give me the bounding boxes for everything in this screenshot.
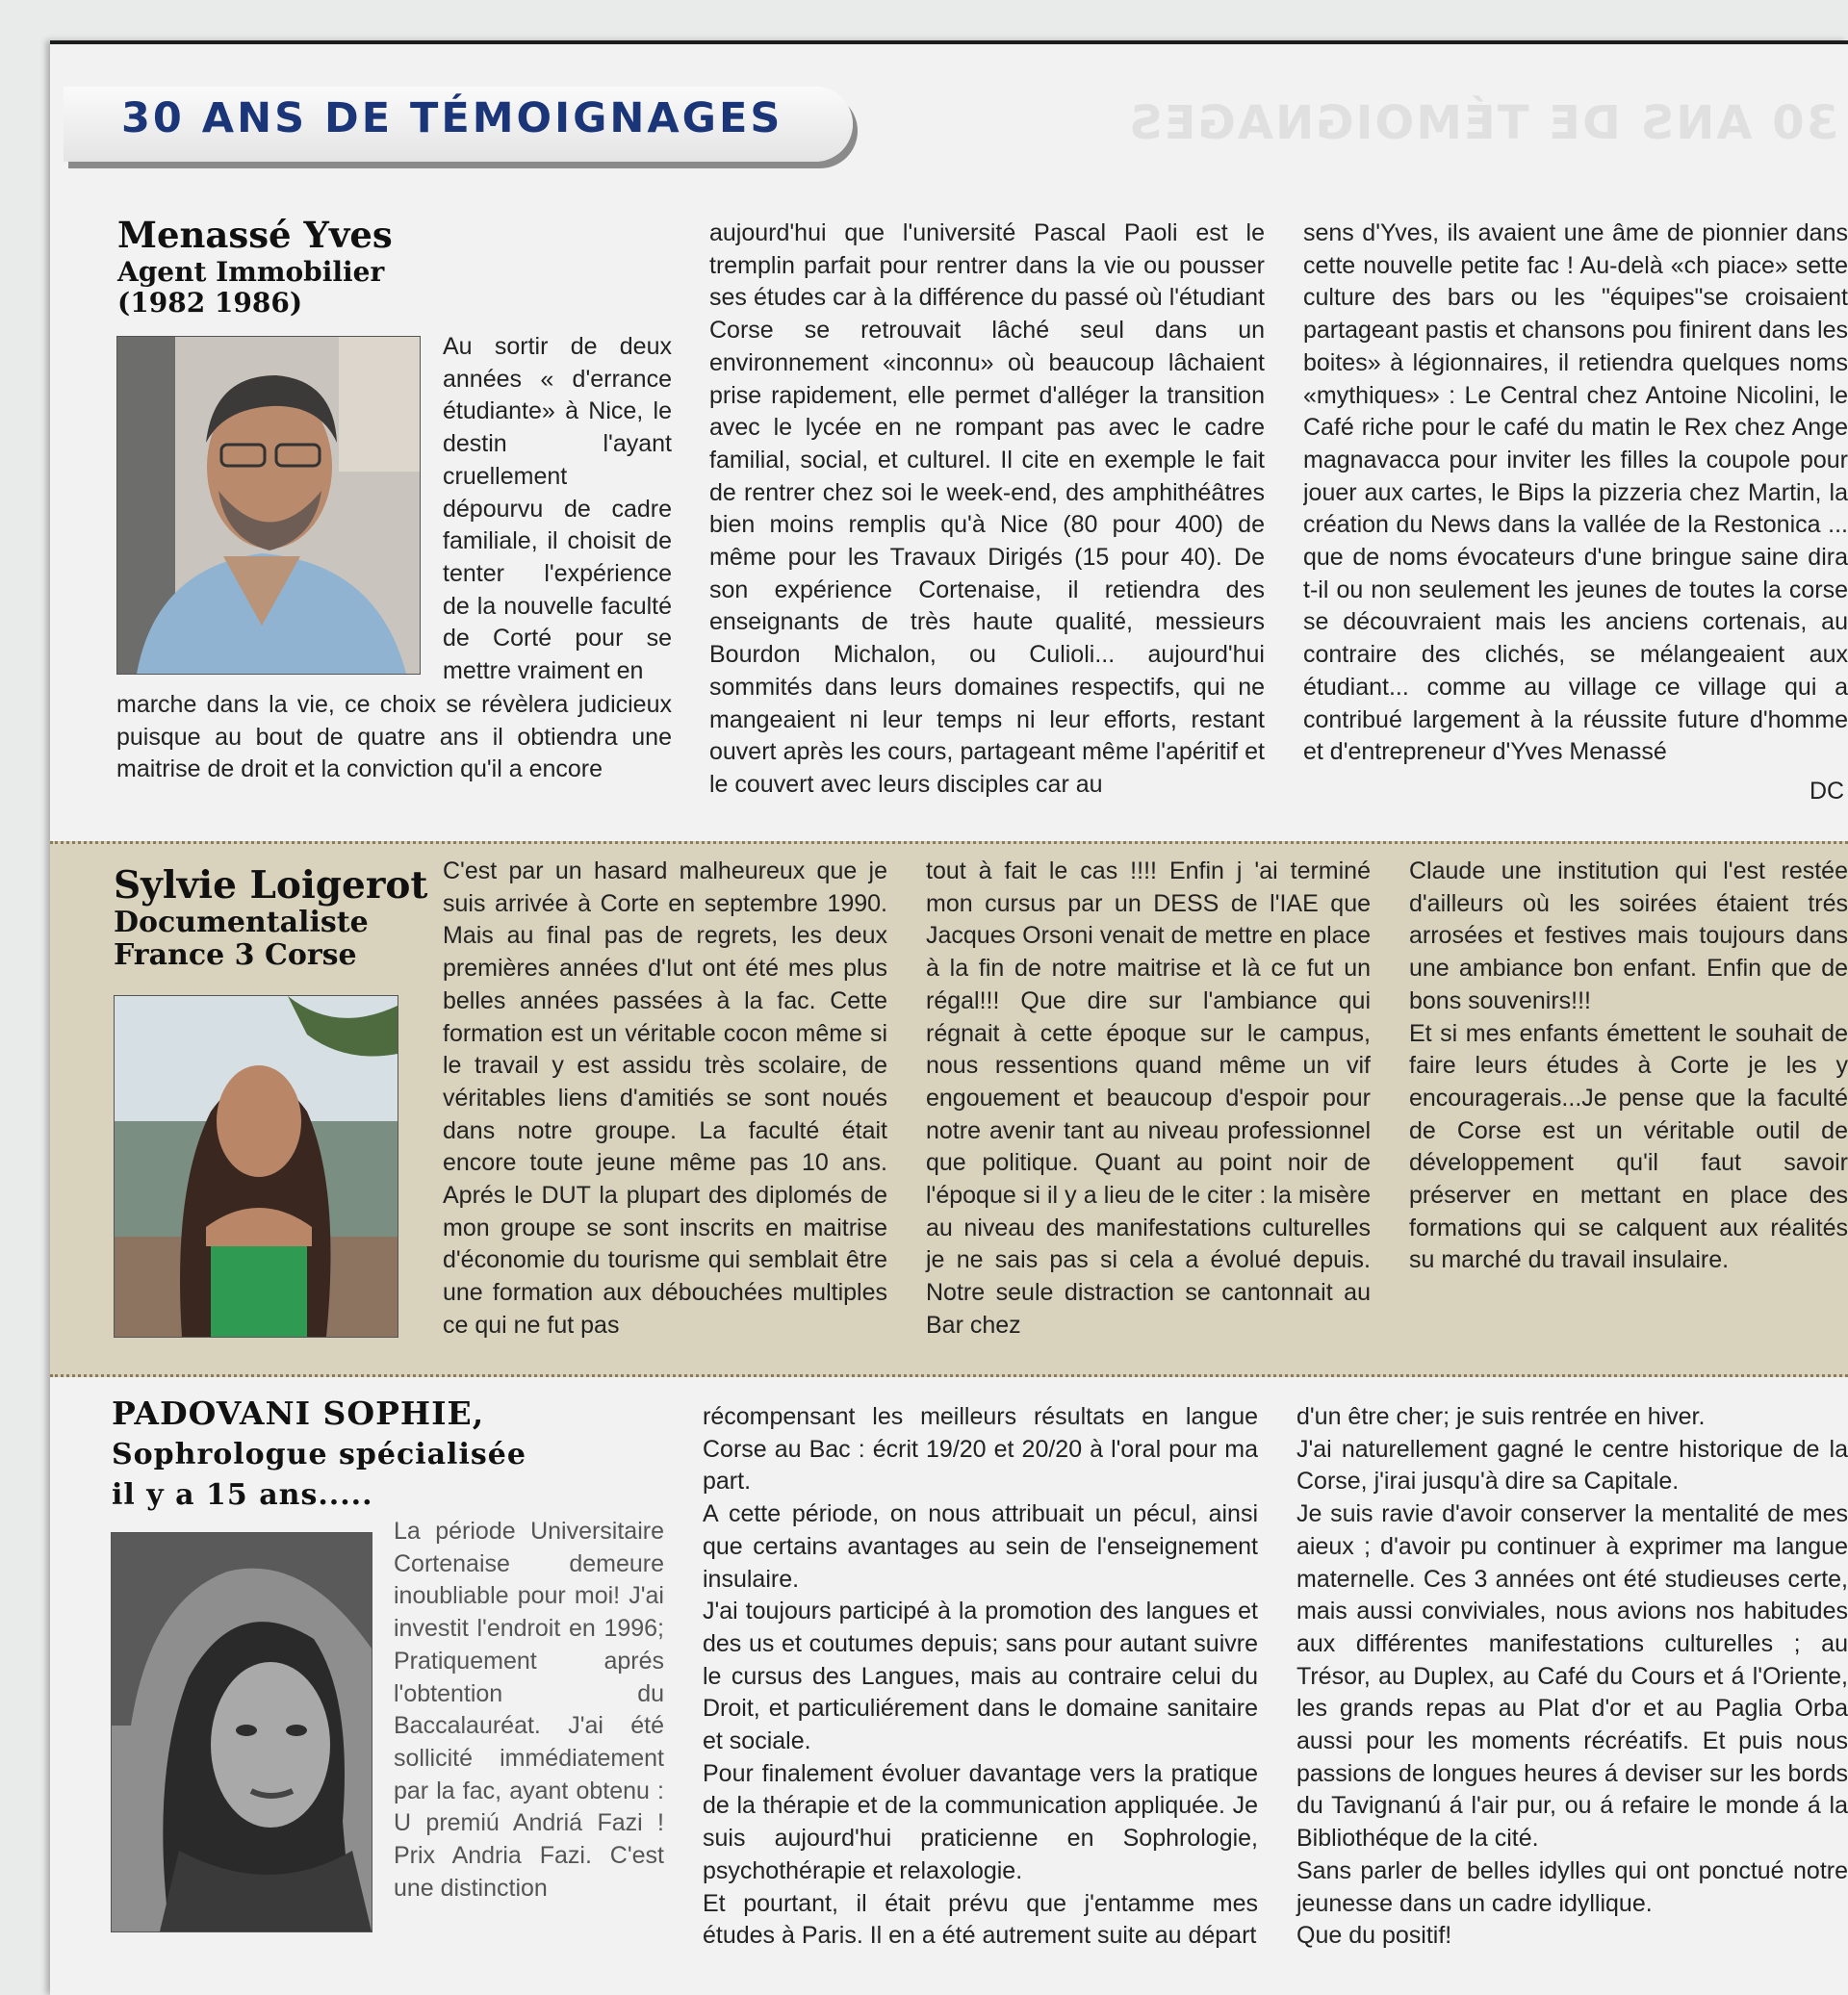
article3-col2-p2: A cette période, on nous attribuait un pécul, ainsi que certains avantages au sein de l'enseignement insulaire. <box>703 1500 1258 1593</box>
banner-title: 30 ANS DE TÉMOIGNAGES <box>121 94 783 142</box>
article1-years: (1982 1986) <box>117 287 303 319</box>
article1-role: Agent Immobilier <box>117 256 385 288</box>
article3-col3 <box>1296 1401 1848 1953</box>
article2-name: Sylvie Loigerot <box>114 863 428 908</box>
article3-name: PADOVANI SOPHIE, <box>112 1394 485 1432</box>
article3-col3-p2: J'ai naturellement gagné le centre historique de la Corse, j'irai jusqu'à dire sa Capitale. <box>1296 1435 1848 1496</box>
article3-col2 <box>703 1401 1258 1953</box>
article3-role: Sophrologue spécialisée <box>112 1438 526 1471</box>
article3-col2-p1: récompensant les meilleurs résultats en langue Corse au Bac : écrit 19/20 et 20/20 à l'oral pour ma part. <box>703 1403 1258 1496</box>
article2-col3 <box>1409 856 1848 1277</box>
article1-col1-text: marche dans la vie, ce choix se révèlera judicieux puisque au bout de quatre ans il obtiendra une maitrise de droit et la conviction qu'il a encore <box>116 691 672 783</box>
article3-col2-p3: J'ai toujours participé à la promotion des langues et des us et coutumes depuis; sans pour autant suivre le cursus des Langues, mais au contraire celui du Droit, et particuliérement dans le domaine sanitaire et sociale. <box>703 1598 1258 1755</box>
article1-name: Menassé Yves <box>117 214 393 256</box>
article1-signature: DC <box>1810 778 1845 805</box>
article3-col3-p3: Je suis ravie d'avoir conserver la mentalité de mes aieux ; d'avoir pu continuer à exprimer ma langue maternelle. Ces 3 années ont été studieuses certe, mais aussi conviviales, nous avions nos habitudes aux différentes manifestations culturelles ; au Trésor, au Duplex, au Café du Cours et á l'Oriente, les grands repas au Plat d'or et au Paglia Orba aussi pour les moments récréatifs. Et puis nous passions de longues heures á deviser sur les bords du Tavignanú á l'air pur, ou á refaire le monde á la Bibliothéque de la cité. <box>1296 1500 1848 1853</box>
portrait-photo-padovani <box>111 1532 372 1932</box>
article3-since: il y a 15 ans..... <box>112 1478 373 1512</box>
portrait-photo-loigerot <box>114 995 398 1338</box>
article1-col2-text: aujourd'hui que l'université Pascal Paoli est le tremplin parfait pour rentrer dans la vie ou pousser ses études car à la différence du passé où l'étudiant Corse se retrouvait lâché seul dans un environnement «inconnu» où beaucoup lâchaient prise rapidement, elle permet d'alléger la transition avec le lycée en ne rompant pas avec le cadre familial, social, et culturel. Il cite en exemple le fait de rentrer chez soi le week-end, des amphithéâtres bien moins remplis qu'à Nice (80 pour 400) de même pour les Travaux Dirigés (15 pour 40). De son expérience Cortenaise, il retiendra des enseignants de très haute qualité, messieurs Bourdon Michalon, ou Culioli... aujourd'hui sommités dans leurs domaines respectifs, qui ne mangeaient ni leur temps ni leur efforts, restant ouvert après les cours, partageant même l'apéritif et le couvert avec leurs disciples car au <box>709 219 1265 798</box>
portrait-photo-menasse <box>116 336 421 675</box>
article3-col3-p4: Sans parler de belles idylles qui ont ponctué notre jeunesse dans un cadre idyllique. <box>1296 1856 1848 1917</box>
article2-col3-p2: Et si mes enfants émettent le souhait de faire leurs études à Corte je les y encouragerais...Je pense que la faculté de Corse est un véritable outil de développement qu'il faut savoir préserver en mettant en place des formations qui se calquent aux réalités su marché du travail insulaire. <box>1409 1019 1848 1274</box>
article3-col3-p5: Que du positif! <box>1296 1922 1452 1950</box>
article3-col3-p1: d'un être cher; je suis rentrée en hiver. <box>1296 1403 1706 1430</box>
section-banner <box>64 87 853 162</box>
article1-col3-text: sens d'Yves, ils avaient une âme de pionnier dans cette nouvelle petite fac ! Au-delà «ch piace» sette culture des bars ou les "équipes"se croisaient partageant pastis et chansons pou finirent dans les boites» à légionnaires, il retiendra quelques noms «mythiques» : Le Central chez Antoine Nicolini, le Café riche pour le café du matin le Rex chez Ange magnavacca pour inviter les filles la coupole pour jouer aux cartes, le Bips la pizzeria chez Martin, la création du News dans la vallée de la Restonica ... que de noms évocateurs d'une bringue saine dira t-il ou non seulement les jeunes de toutes la corse se découvraient mais les anciens cortenais, au contraire des clichés, se mélangeaient aux étudiant... comme au village ce village qui a contribué largement à la réussite future d'homme et d'entrepreneur d'Yves Menassé <box>1303 219 1848 766</box>
article3-col2-p4: Pour finalement évoluer davantage vers la pratique de la thérapie et de la communication appliquée. Je suis aujourd'hui praticienne en Sophrologie, psychothérapie et relaxologie. <box>703 1759 1258 1884</box>
article2-employer: France 3 Corse <box>114 938 357 972</box>
article2-col3-p1: Claude une institution qui l'est restée d'ailleurs où les soirées étaient trés arrosées et festives mais toujours dans une ambiance bon enfant. Enfin que de bons souvenirs!!! <box>1409 857 1848 1014</box>
article2-role: Documentaliste <box>114 906 369 939</box>
article3-wrap-text: La période Universitaire Cortenaise demeure inoubliable pour moi! J'ai investit l'endroit en 1996; Pratiquement aprés l'obtention du Baccalauréat. J'ai été sollicité immédiatement par la fac, ayant obtenu : U premiú Andriá Fazi ! Prix Andria Fazi. C'est une distinction <box>394 1518 664 1902</box>
article1-wrap-text: Au sortir de deux années « d'errance étudiante» à Nice, le destin l'ayant cruellement dépourvu de cadre familiale, il choisit de tenter l'expérience de la nouvelle faculté de Corté pour se mettre vraiment en <box>443 333 672 685</box>
article2-col1-text: C'est par un hasard malheureux que je suis arrivée à Corte en septembre 1990. Mais au final pas de regrets, les deux premières années d'Iut ont été mes plus belles années passées à la fac. Cette formation est un véritable cocon même si le travail y est assidu très scolaire, de véritables liens d'amitiés se sont noués dans notre groupe. La faculté était encore toute jeune même pas 10 ans. Aprés le DUT la plupart des diplomés de mon groupe se sont inscrits en maitrise d'économie du tourisme qui semblait être une formation aux débouchées multiples ce qui ne fut pas <box>443 857 887 1339</box>
show-through-banner: 30 ANS DE TÉMOIGNAGES <box>1127 96 1838 150</box>
article3-col2-p5: Et pourtant, il était prévu que j'entamme mes études à Paris. Il en a été autrement suite au départ <box>703 1889 1258 1950</box>
article2-col2-text: tout à fait le cas !!!! Enfin j 'ai terminé mon cursus par un DESS de l'IAE que Jacques Orsoni venait de mettre en place à la fin de notre maitrise et là ce fut un régal!!! Que dire sur l'ambiance qui régnait à cette époque sur le campus, nous ressentions quand même un vif engouement et beaucoup d'espoir pour notre avenir tant au niveau professionnel que politique. Quant au point noir de l'époque si il y a lieu de le citer : la misère au niveau des manifestations culturelles je ne sais pas si cela a évolué depuis. Notre seule distraction se cantonnait au Bar chez <box>926 857 1371 1339</box>
